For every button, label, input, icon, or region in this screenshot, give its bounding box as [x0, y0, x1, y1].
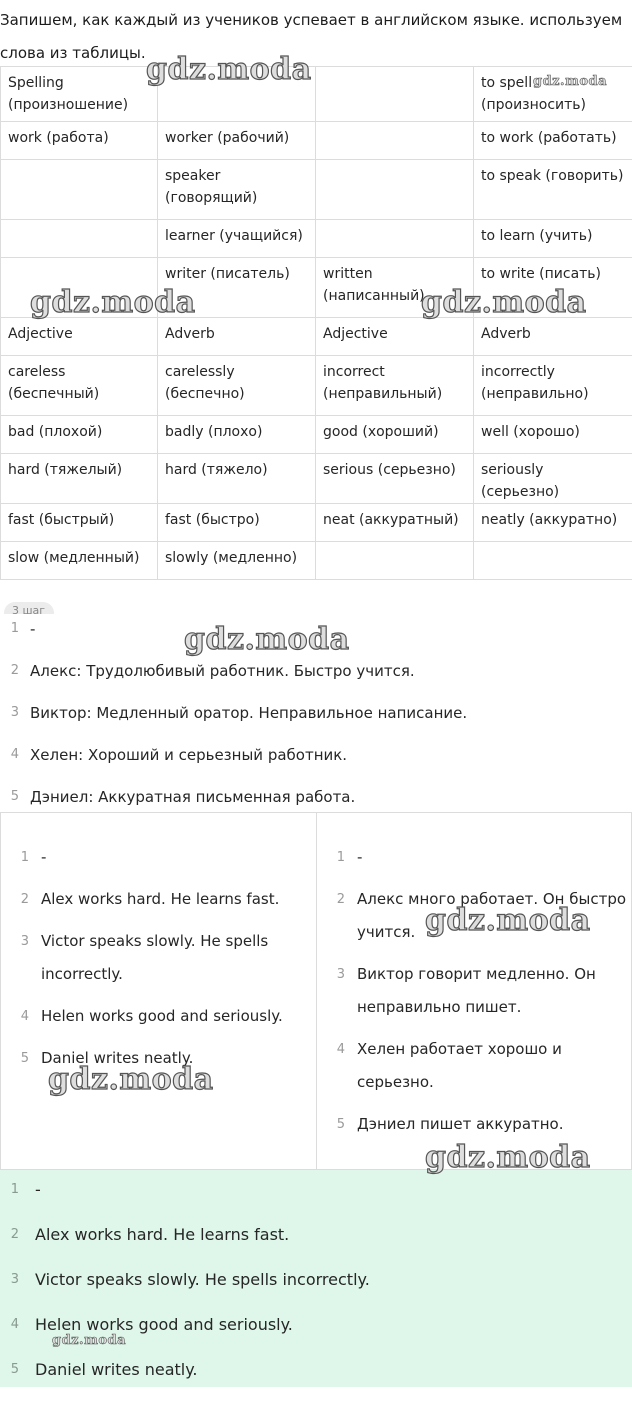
table-cell: worker (рабочий) [158, 122, 316, 160]
list-item [0, 1223, 632, 1268]
table-row [1, 67, 632, 122]
table-row [1, 454, 632, 504]
watermark-logo: gdz.moda [48, 1062, 214, 1097]
table-row [1, 122, 632, 160]
table-cell: writer (писатель) [158, 258, 316, 318]
list-item-number: 4 [10, 747, 19, 762]
table-cell: hard (тяжело) [158, 454, 316, 504]
list-item [15, 1000, 305, 1033]
watermark-logo: gdz.moda [425, 1140, 591, 1175]
column-divider [316, 813, 317, 1169]
table-cell: Adjective [1, 318, 158, 356]
table-cell: hard (тяжелый) [1, 454, 158, 504]
table-cell: badly (плохо) [158, 416, 316, 454]
list-item [331, 958, 627, 1024]
table-cell: speaker (говорящий) [158, 160, 316, 220]
watermark-logo: gdz.moda [30, 285, 196, 320]
list-item-text: - [35, 1180, 41, 1199]
step-badge-label: 3 шаг [4, 602, 54, 614]
list-item-number: 3 [10, 705, 19, 720]
table-row [1, 356, 632, 416]
list-item-number: 5 [10, 789, 19, 804]
table-cell: well (хорошо) [474, 416, 632, 454]
list-item-number: 5 [20, 1051, 29, 1066]
table-cell: Adverb [474, 318, 632, 356]
list-item-text: Дэниел пишет аккуратно. [357, 1115, 564, 1133]
list-item-number: 2 [10, 1227, 19, 1242]
table-cell [1, 220, 158, 258]
watermark-logo: gdz.moda [52, 1333, 127, 1348]
list-item-text: Helen works good and seriously. [41, 1007, 283, 1025]
list-item [331, 1033, 627, 1099]
table-cell: to spell (произносить) [474, 67, 632, 122]
table-cell: Spelling (произношение) [1, 67, 158, 122]
table-cell: carelessly (беспечно) [158, 356, 316, 416]
list-item-text: Daniel writes neatly. [35, 1360, 198, 1379]
list-item [15, 883, 305, 916]
list-item [0, 744, 632, 786]
watermark-logo: gdz.moda [184, 622, 350, 657]
table-cell: written (написанный) [316, 258, 474, 318]
table-row [1, 160, 632, 220]
list-item-number: 1 [336, 850, 345, 865]
list-item-number: 4 [20, 1009, 29, 1024]
word-table [0, 66, 632, 580]
list-item-number: 5 [336, 1117, 345, 1132]
list-item-number: 2 [20, 892, 29, 907]
list-item-text: Алекс много работает. Он быстро учится. [357, 890, 627, 941]
table-cell [158, 67, 316, 122]
list-item-text: - [41, 848, 47, 866]
table-cell: work (работа) [1, 122, 158, 160]
list-item [15, 1042, 305, 1075]
table-cell: neat (аккуратный) [316, 504, 474, 542]
step-badge [0, 600, 54, 614]
list-item [0, 1178, 632, 1223]
list-item-text: Daniel writes neatly. [41, 1049, 194, 1067]
table-cell: learner (учащийся) [158, 220, 316, 258]
list-item [15, 841, 305, 874]
list-item-text: Виктор: Медленный оратор. Неправильное написание. [30, 704, 468, 722]
table-cell: slow (медленный) [1, 542, 158, 580]
table-cell: seriously (серьезно) [474, 454, 632, 504]
table-cell [1, 160, 158, 220]
table-cell [316, 67, 474, 122]
list-item [0, 618, 632, 660]
list-item [0, 702, 632, 744]
list-item [331, 1108, 627, 1141]
table-row [1, 258, 632, 318]
watermark-logo: gdz.moda [421, 285, 587, 320]
russian-column [331, 841, 627, 1150]
english-column [15, 841, 305, 1084]
list-item-number: 4 [10, 1317, 19, 1332]
table-cell: incorrect (неправильный) [316, 356, 474, 416]
table-row [1, 416, 632, 454]
list-item-number: 5 [10, 1362, 19, 1377]
list-item-text: - [357, 848, 363, 866]
table-cell: careless (беспечный) [1, 356, 158, 416]
list-item-text: Хелен работает хорошо и серьезно. [357, 1040, 562, 1091]
list-item-text: Дэниел: Аккуратная письменная работа. [30, 788, 356, 806]
table-cell [316, 160, 474, 220]
table-cell: serious (серьезно) [316, 454, 474, 504]
table-cell: good (хороший) [316, 416, 474, 454]
list-item [0, 660, 632, 702]
list-item-text: Alex works hard. He learns fast. [35, 1225, 290, 1244]
list-item-number: 4 [336, 1042, 345, 1057]
table-cell: bad (плохой) [1, 416, 158, 454]
table-cell: to write (писать) [474, 258, 632, 318]
list-item [331, 841, 627, 874]
table-cell: Adverb [158, 318, 316, 356]
translation-panel [0, 812, 632, 1170]
list-item [331, 883, 627, 949]
russian-summary-list [0, 618, 632, 828]
table-cell: to speak (говорить) [474, 160, 632, 220]
table-cell: neatly (аккуратно) [474, 504, 632, 542]
list-item-number: 3 [20, 934, 29, 949]
list-item-text: Victor speaks slowly. He spells incorrectly. [41, 932, 269, 983]
table-cell: slowly (медленно) [158, 542, 316, 580]
table-cell: to learn (учить) [474, 220, 632, 258]
list-item-number: 2 [10, 663, 19, 678]
table-cell [316, 122, 474, 160]
table-cell: Adjective [316, 318, 474, 356]
table-cell [316, 220, 474, 258]
table-cell [474, 542, 632, 580]
list-item-text: - [30, 620, 36, 638]
table-cell: fast (быстро) [158, 504, 316, 542]
table-cell [1, 258, 158, 318]
list-item [0, 1313, 632, 1358]
table-row [1, 504, 632, 542]
table-cell: fast (быстрый) [1, 504, 158, 542]
list-item-number: 1 [10, 621, 19, 636]
list-item-number: 2 [336, 892, 345, 907]
list-item-number: 1 [10, 1182, 19, 1197]
list-item-number: 3 [10, 1272, 19, 1287]
table-row [1, 318, 632, 356]
table-row [1, 542, 632, 580]
list-item-text: Хелен: Хороший и серьезный работник. [30, 746, 348, 764]
table-row [1, 220, 632, 258]
table-cell: incorrectly (неправильно) [474, 356, 632, 416]
watermark-logo: gdz.moda [425, 903, 591, 938]
list-item [0, 1268, 632, 1313]
list-item [0, 1358, 632, 1403]
table-cell [316, 542, 474, 580]
list-item [15, 925, 305, 991]
list-item-text: Helen works good and seriously. [35, 1315, 293, 1334]
list-item-number: 1 [20, 850, 29, 865]
list-item-text: Victor speaks slowly. He spells incorrectly. [35, 1270, 370, 1289]
watermark-logo: gdz.moda [146, 52, 312, 87]
watermark-logo: gdz.moda [533, 74, 608, 89]
list-item-number: 3 [336, 967, 345, 982]
list-item-text: Алекс: Трудолюбивый работник. Быстро учится. [30, 662, 415, 680]
list-item-text: Виктор говорит медленно. Он неправильно пишет. [357, 965, 596, 1016]
intro-text: Запишем, как каждый из учеников успевает в английском языке. используем слова из таблицы. [0, 11, 623, 62]
table-cell: to work (работать) [474, 122, 632, 160]
answer-box [0, 1170, 632, 1387]
list-item-text: Alex works hard. He learns fast. [41, 890, 280, 908]
